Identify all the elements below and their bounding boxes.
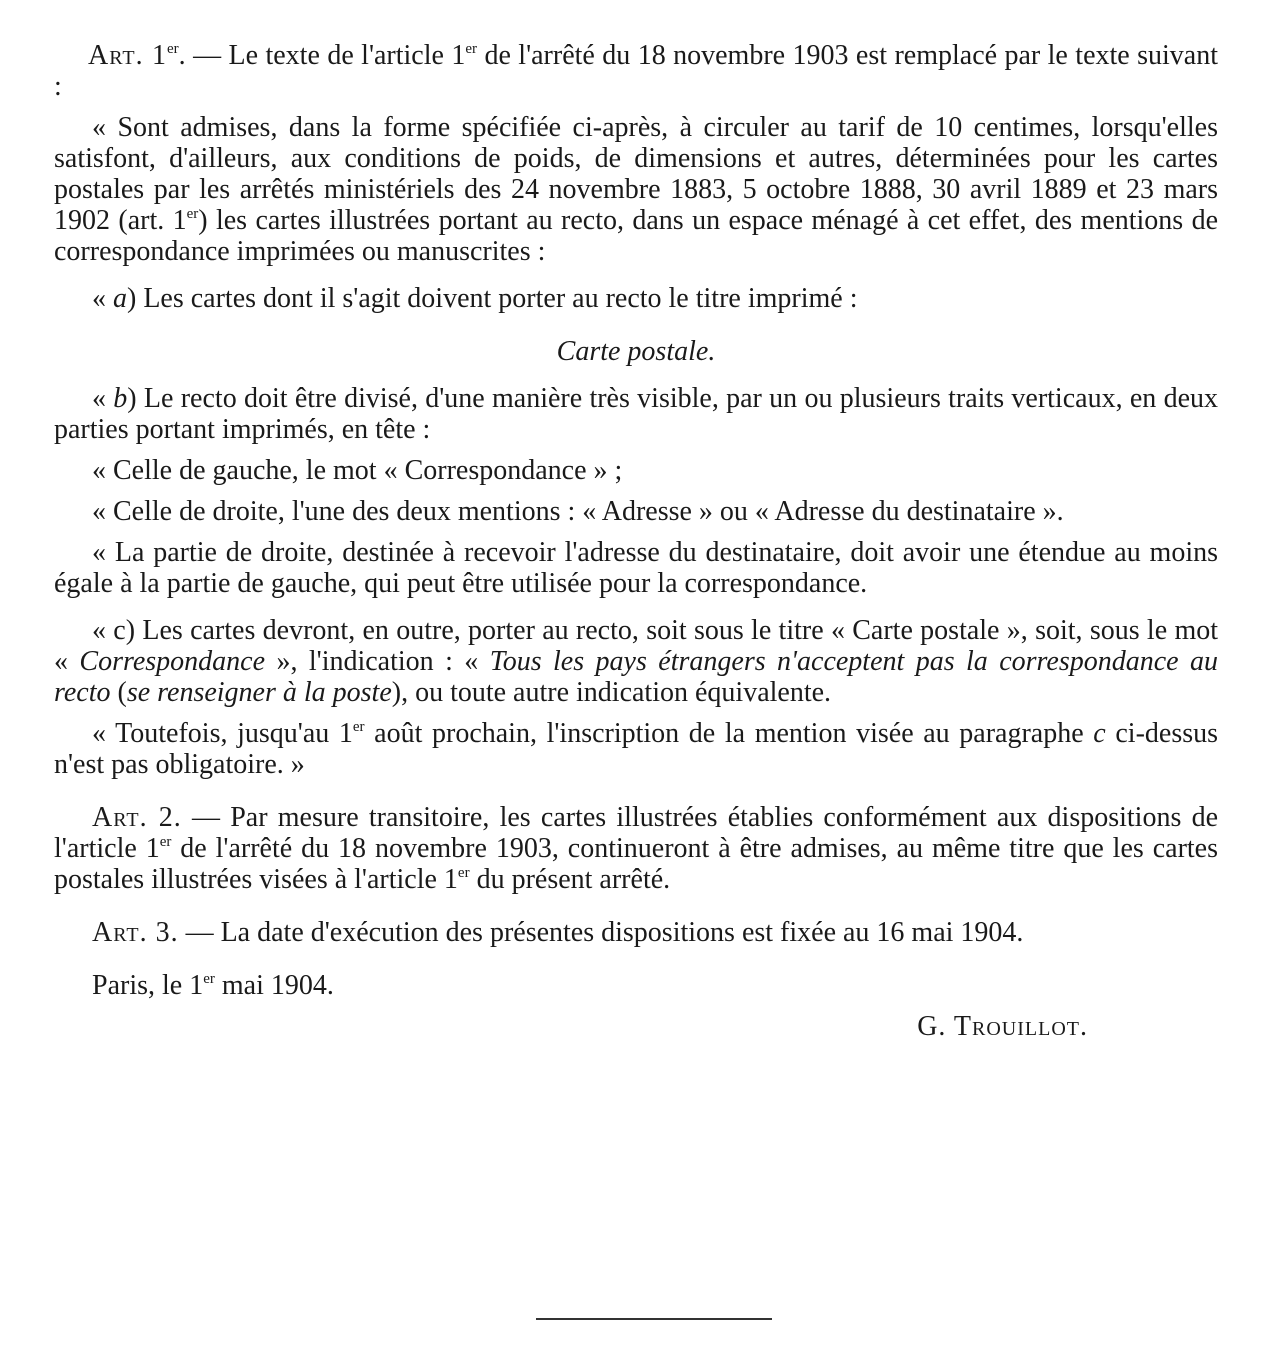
paragraph-toutefois: « Toutefois, jusqu'au 1er août prochain, l'inscription de la mention visée au paragraphe c ci-dessus n'est pas obligatoire. » <box>54 718 1219 780</box>
paragraph-c: « c) Les cartes devront, en outre, porter au recto, soit sous le titre « Carte postale », soit, sous le mot « Correspondance », l'indication : « Tous les pays étrangers n'acceptent pas la correspondance au recto (se renseigner à la poste), ou toute autre indication équivalente. <box>54 615 1218 708</box>
dateline: Paris, le 1er mai 1904. <box>92 970 334 1001</box>
paragraph-left-part: « Celle de gauche, le mot « Correspondance » ; <box>92 455 623 486</box>
paragraph-part-droite: « La partie de droite, destinée à recevoir l'adresse du destinataire, doit avoir une étendue au moins égale à la partie de gauche, qui peut être utilisée pour la correspondance. <box>54 537 1218 599</box>
article-2-label: Art. 2. <box>92 802 182 833</box>
signature: G. Trouillot. <box>917 1011 1088 1042</box>
letter-b: b <box>113 383 128 414</box>
letter-a: a <box>113 283 127 314</box>
paragraph-a: « a) Les cartes dont il s'agit doivent porter au recto le titre imprimé : <box>92 283 858 314</box>
article-3-label: Art. 3. <box>92 917 179 948</box>
article-2-paragraph: Art. 2. — Par mesure transitoire, les cartes illustrées établies conformément aux dispositions de l'article 1er de l'arrêté du 18 novembre 1903, continueront à être admises, au même titre que les cartes postales illustrées visées à l'article 1er du présent arrêté. <box>54 802 1219 895</box>
intro-paragraph: « Sont admises, dans la forme spécifiée ci-après, à circuler au tarif de 10 centimes, lorsqu'elles satisfont, d'ailleurs, aux conditions de poids, de dimensions et autres, déterminées pour les cartes postales par les arrêtés ministériels des 24 novembre 1883, 5 octobre 1888, 30 avril 1889 et 23 mars 1902 (art. 1er) les cartes illustrées portant au recto, dans un espace ménagé à cet effet, des mentions de correspondance imprimées ou manuscrites : <box>54 112 1218 267</box>
article-1-paragraph: Art. 1er. — Le texte de l'article 1er de l'arrêté du 18 novembre 1903 est remplacé par le texte suivant : <box>54 40 1219 102</box>
article-1-label: Art. 1 <box>88 40 168 71</box>
paragraph-b: « b) Le recto doit être divisé, d'une manière très visible, par un ou plusieurs traits verticaux, en deux parties portant imprimés, en tête : <box>54 383 1219 445</box>
closing-rule <box>536 1318 772 1320</box>
document-page <box>54 40 1218 1042</box>
article-3-paragraph: Art. 3. — La date d'exécution des présentes dispositions est fixée au 16 mai 1904. <box>92 917 1024 948</box>
carte-postale-title: Carte postale. <box>556 336 716 367</box>
paragraph-right-part: « Celle de droite, l'une des deux mentions : « Adresse » ou « Adresse du destinataire ». <box>92 496 1064 527</box>
